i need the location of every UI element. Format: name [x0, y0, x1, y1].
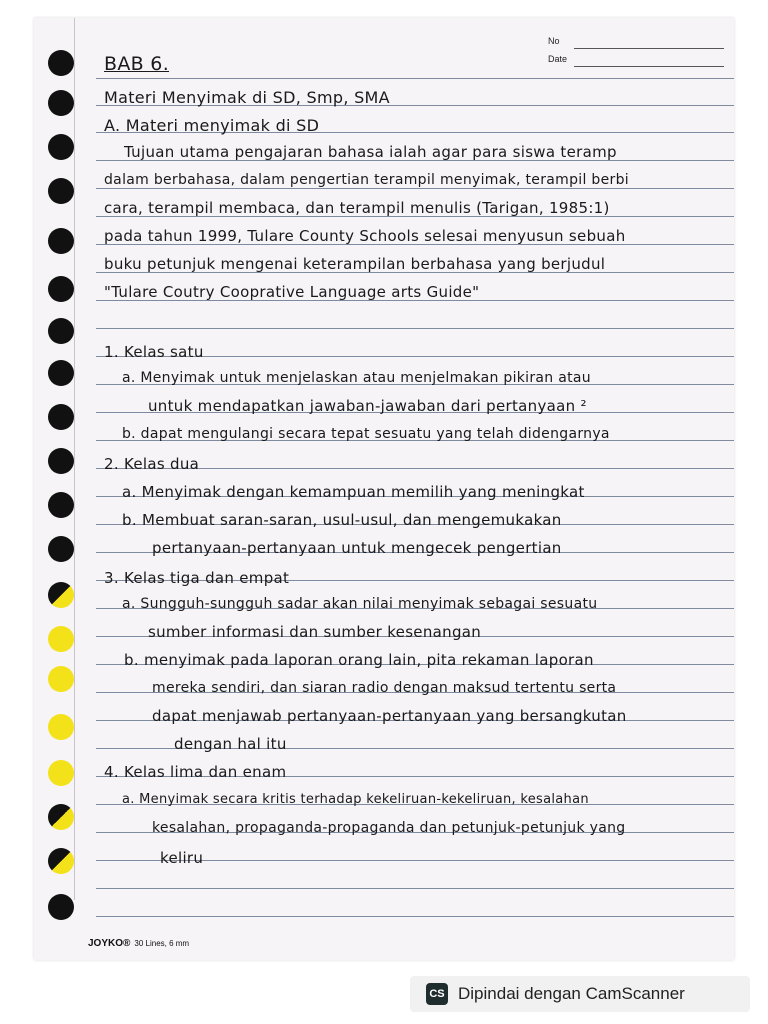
binder-hole: [48, 848, 74, 874]
camscanner-logo-icon: CS: [426, 983, 448, 1005]
text-line: Tujuan utama pengajaran bahasa ialah agar para siswa teramp: [124, 143, 617, 161]
paper-spec: 30 Lines, 6 mm: [134, 939, 190, 948]
list-item: kesalahan, propaganda-propaganda dan petunjuk-petunjuk yang: [152, 820, 626, 836]
list-item: b. dapat mengulangi secara tepat sesuatu yang telah didengarnya: [122, 426, 610, 442]
binder-hole: [48, 536, 74, 562]
section-heading: A. Materi menyimak di SD: [104, 116, 320, 135]
list-item: b. Membuat saran-saran, usul-usul, dan mengemukakan: [122, 511, 562, 529]
binder-hole: [48, 804, 74, 830]
binder-hole: [48, 626, 74, 652]
binder-hole: [48, 360, 74, 386]
paper-brand: [88, 938, 189, 949]
binder-hole: [48, 582, 74, 608]
no-line: [574, 48, 724, 49]
list-item: mereka sendiri, dan siaran radio dengan maksud tertentu serta: [152, 680, 617, 696]
list-heading: 4. Kelas lima dan enam: [104, 763, 287, 781]
text-line: dalam berbahasa, dalam pengertian terampil menyimak, terampil berbi: [104, 172, 629, 188]
binder-hole: [48, 404, 74, 430]
binder-hole: [48, 134, 74, 160]
date-label: Date: [548, 54, 568, 64]
binder-hole: [48, 228, 74, 254]
ruled-line: [96, 328, 734, 329]
list-item: a. Menyimak dengan kemampuan memilih yang meningkat: [122, 483, 585, 501]
list-item: a. Menyimak untuk menjelaskan atau menjelmakan pikiran atau: [122, 370, 591, 386]
list-heading: 2. Kelas dua: [104, 455, 200, 473]
binder-hole: [48, 50, 74, 76]
ruled-line: [96, 888, 734, 889]
camscanner-text: Dipindai dengan CamScanner: [458, 984, 685, 1003]
list-item: sumber informasi dan sumber kesenangan: [148, 623, 482, 641]
date-line: [574, 66, 724, 67]
binder-hole: [48, 492, 74, 518]
list-heading: 1. Kelas satu: [104, 343, 204, 361]
list-item: a. Menyimak secara kritis terhadap kekeliruan-kekeliruan, kesalahan: [122, 792, 589, 807]
ruled-line: [96, 78, 734, 79]
text-line: pada tahun 1999, Tulare County Schools selesai menyusun sebuah: [104, 227, 626, 245]
binder-hole: [48, 276, 74, 302]
notebook-page: [34, 18, 734, 960]
binder-hole: [48, 448, 74, 474]
camscanner-badge: [410, 976, 750, 1012]
list-item: b. menyimak pada laporan orang lain, pita rekaman laporan: [124, 651, 594, 669]
list-item: untuk mendapatkan jawaban-jawaban dari pertanyaan ²: [148, 397, 587, 415]
text-line: "Tulare Coutry Cooprative Language arts Guide": [104, 283, 480, 301]
list-item: pertanyaan-pertanyaan untuk mengecek pengertian: [152, 539, 562, 557]
ruled-line: [96, 916, 734, 917]
list-item: keliru: [160, 849, 204, 867]
binder-hole: [48, 178, 74, 204]
text-line: buku petunjuk mengenai keterampilan berbahasa yang berjudul: [104, 255, 606, 273]
page-title: Materi Menyimak di SD, Smp, SMA: [104, 88, 390, 107]
list-heading: 3. Kelas tiga dan empat: [104, 569, 290, 587]
binder-hole: [48, 894, 74, 920]
binder-hole: [48, 714, 74, 740]
binder-hole: [48, 760, 74, 786]
list-item: dapat menjawab pertanyaan-pertanyaan yang bersangkutan: [152, 707, 627, 725]
binder-hole: [48, 90, 74, 116]
margin-line: [74, 18, 75, 900]
chapter-title: BAB 6.: [104, 53, 170, 75]
binder-hole: [48, 318, 74, 344]
brand-name: JOYKO®: [88, 938, 131, 949]
no-label: No: [548, 36, 560, 46]
list-item: dengan hal itu: [174, 735, 287, 753]
list-item: a. Sungguh-sungguh sadar akan nilai menyimak sebagai sesuatu: [122, 596, 598, 612]
binder-hole: [48, 666, 74, 692]
text-line: cara, terampil membaca, dan terampil menulis (Tarigan, 1985:1): [104, 199, 610, 217]
